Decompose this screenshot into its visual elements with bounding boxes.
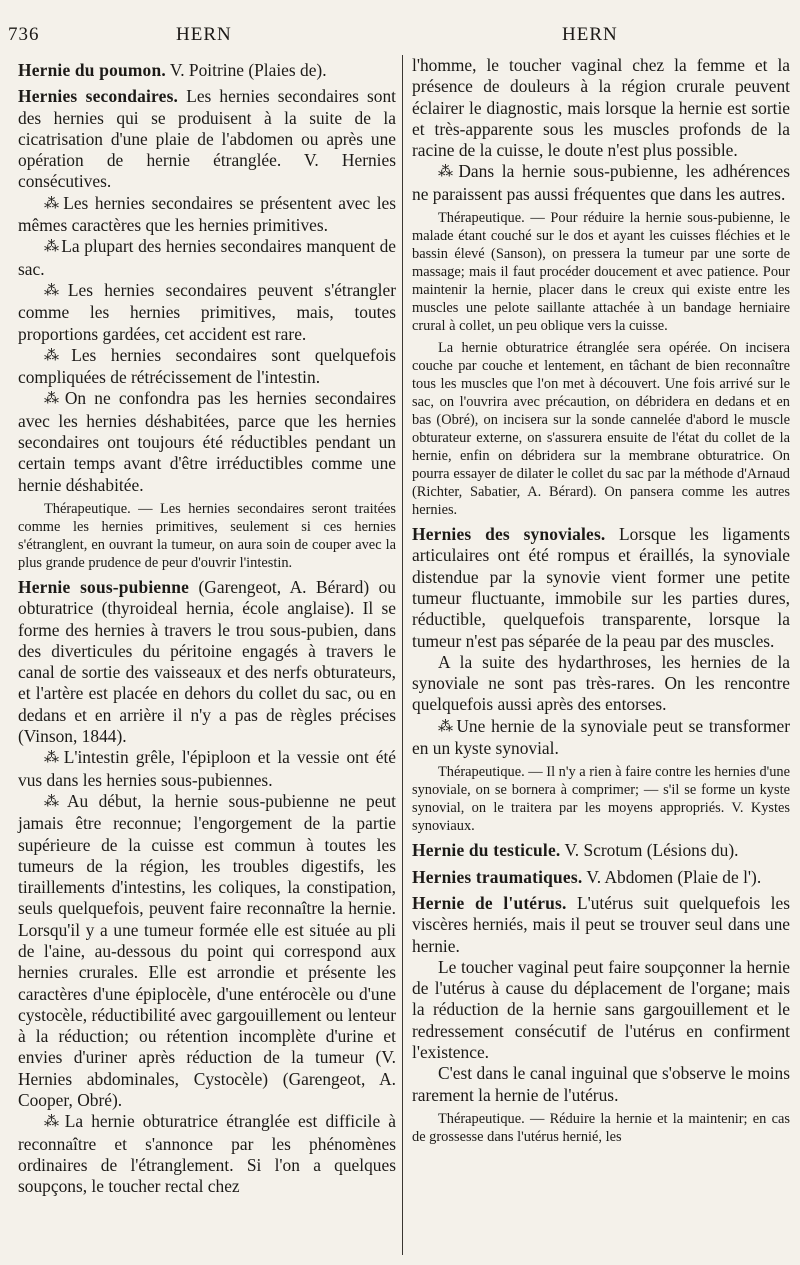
paragraph: A la suite des hydarthroses, les hernies de la synoviale ne sont pas très-rares. On les rencontre quelquefois aussi après des entorses. [412,651,790,715]
asterism-icon: ⁂ [44,195,60,212]
asterism-icon: ⁂ [44,282,64,299]
paragraph: C'est dans le canal inguinal que s'observe le moins rarement la hernie de l'utérus. [412,1063,790,1105]
asterism-icon: ⁂ [44,347,68,364]
asterism-icon: ⁂ [44,793,63,810]
paragraph: ⁂ La hernie obturatrice étranglée est difficile à reconnaître et s'annonce par les phénomènes ordinaires de l'étranglement. Si l'on a quelques soupçons, le toucher rectal chez [18,1111,397,1197]
entry-hernie-sous-pubienne: Hernie sous-pubienne (Garengeot, A. Bérard) ou obturatrice (thyroideal hernia, école anglaise). Il se forme des hernies à travers le trou sous-pubien, dans des diverticules du péritoine engagés à travers le canal de sortie des vaisseaux et des nerfs obturateurs, et l'artère est placée en dehors du collet du sac, ou en dedans et en arrière il n'y a pas de règles précises (Vinson, 1844). [18,576,396,747]
paragraph: ⁂ La plupart des hernies secondaires manquent de sac. [18,236,397,279]
asterism-icon: ⁂ [44,239,58,256]
entry-hernie-du-poumon: Hernie du poumon. V. Poitrine (Plaies de). [18,60,327,80]
paragraph: ⁂ Les hernies secondaires se présentent avec les mêmes caractères que les hernies primitives. [18,192,397,236]
therapeutique-paragraph: Thérapeutique. — Les hernies secondaires seront traitées comme les hernies primitives, seulement si ces hernies s'étranglent, en ouvrant la tumeur, on aura soin de couper avec la plus grande prudence de peur d'ouvrir l'intestin. [18,500,396,571]
paragraph: ⁂ L'intestin grêle, l'épiploon et la vessie ont été vus dans les hernies sous-pubiennes. [18,747,396,790]
paragraph: Le toucher vaginal peut faire soupçonner la hernie de l'utérus à cause du déplacement de l'organe; mais la réduction de la hernie sans gargouillement et le redressement consécutif de l'utérus en confirment l'existence. [412,956,790,1063]
asterism-icon: ⁂ [438,718,453,735]
page-header [0,20,800,52]
entry-hernie-du-testicule: Hernie du testicule. V. Scrotum (Lésions du). [412,840,739,861]
paragraph: ⁂ Au début, la hernie sous-pubienne ne peut jamais être reconnue; l'engorgement de la partie supérieure de la cuisse est commun à toutes les tumeurs de la région, les troubles digestifs, les tiraillements d'intestins, les coliques, la constipation, seuls quelquefois, peuvent faire reconnaître la hernie. Lorsqu'il y a une tumeur formée elle est située au pli de l'aine, au-dessous du point qui correspond aux hernies crurales. Elle est arrondie et présente les caractères d'une épiplocèle, d'une entérocèle ou d'une cystocèle, réductibilité avec gargouillement ou lenteur à la réduction; ou rétention incomplète d'urine et envies d'uriner après réduction de la tumeur (V. Hernies abdominales, Cystocèle) (Garengeot, A. Cooper, Obré). [18,790,396,1111]
page-number: 736 [8,24,40,45]
entry-hernies-des-synoviales: Hernies des synoviales. Lorsque les ligaments articulaires ont été rompus et éraillés, la synoviale distendue par la synovie vient former une petite tumeur fluctuante, immobile sur les parties dures, réductible, quelquefois transparente, lorsque la tumeur n'est pas séparée de la peau par des muscles. [412,524,790,651]
entry-hernies-secondaires: Hernies secondaires. Les hernies secondaires sont des hernies qui se produisent à la suite de la cicatrisation d'une plaie de l'abdomen ou après une opération de hernie étranglée. V. Hernies consécutives. [18,86,396,192]
entry-hernie-de-l-uterus: Hernie de l'utérus. L'utérus suit quelquefois les viscères herniés, mais il peut se trouver seul dans une hernie. [412,892,790,956]
column-divider [402,55,403,1255]
entry-hernies-traumatiques: Hernies traumatiques. V. Abdomen (Plaie de l'). [412,866,762,887]
paragraph: ⁂ Les hernies secondaires sont quelquefois compliquées de rétrécissement de l'intestin. [18,344,397,388]
therapeutique-paragraph: Thérapeutique. — Réduire la hernie et la maintenir; en cas de grossesse dans l'utérus hernié, les [412,1110,790,1145]
asterism-icon: ⁂ [44,1114,61,1131]
paragraph: ⁂ Une hernie de la synoviale peut se transformer en un kyste synovial. [412,715,790,759]
paragraph-continued: l'homme, le toucher vaginal chez la femme et la présence de douleurs à la région crurale peuvent éclairer le diagnostic, mais lorsque la hernie est sortie et très-apparente sous les muscles profonds de la racine de la cuisse, le doute n'est plus possible. [412,55,790,161]
left-column [18,55,396,1198]
therapeutique-paragraph: Thérapeutique. — Pour réduire la hernie sous-pubienne, le malade étant couché sur le dos et ayant les cuisses fléchies et le bassin élevé (Sanson), on pressera la tumeur par une sorte de massage; mais il faut procéder doucement et avec patience. Pour maintenir la hernie, placer dans le creux qui existe entre les muscles une pelote saillante attachée à un bandage herniaire crural à collet, un peu oblique vers la cuisse. [412,210,790,335]
running-head-right: HERN [562,24,618,45]
asterism-icon: ⁂ [44,391,61,408]
asterism-icon: ⁂ [438,164,455,181]
small-paragraph: La hernie obturatrice étranglée sera opérée. On incisera couche par couche et lentement, en tâchant de bien reconnaître tous les muscles que l'on met à découvert. Une fois arrivé sur le sac, on l'ouvrira avec précaution, on débridera en dedans et en bas (Obré), on incisera sur la sonde cannelée d'abord le muscle obturateur externe, on s'assurera ensuite de l'état du collet de la hernie, enfin on débridera sur la membrane obturatrice. On pourra essayer de dilater le collet du sac par la méthode d'Arnaud (Richter, Sabatier, A. Bérard). On pansera comme les autres hernies. [412,340,790,519]
paragraph: ⁂ Dans la hernie sous-pubienne, les adhérences ne paraissent pas aussi fréquentes que dans les autres. [412,161,790,204]
right-column [412,55,790,1150]
paragraph: ⁂ Les hernies secondaires peuvent s'étrangler comme les hernies primitives, mais, toutes proportions gardées, cet accident est rare. [18,279,396,344]
running-head-left: HERN [176,24,232,45]
asterism-icon: ⁂ [44,750,60,767]
paragraph: ⁂ On ne confondra pas les hernies secondaires avec les hernies déshabitées, parce que les hernies secondaires ont toujours été réductibles pendant un certain temps avant d'être irréductibles comme une hernie déshabitée. [18,388,396,495]
therapeutique-paragraph: Thérapeutique. — Il n'y a rien à faire contre les hernies d'une synoviale, on se bornera à comprimer; — s'il se forme un kyste synovial, on le traitera par les moyens appropriés. V. Kystes synoviaux. [412,764,791,835]
